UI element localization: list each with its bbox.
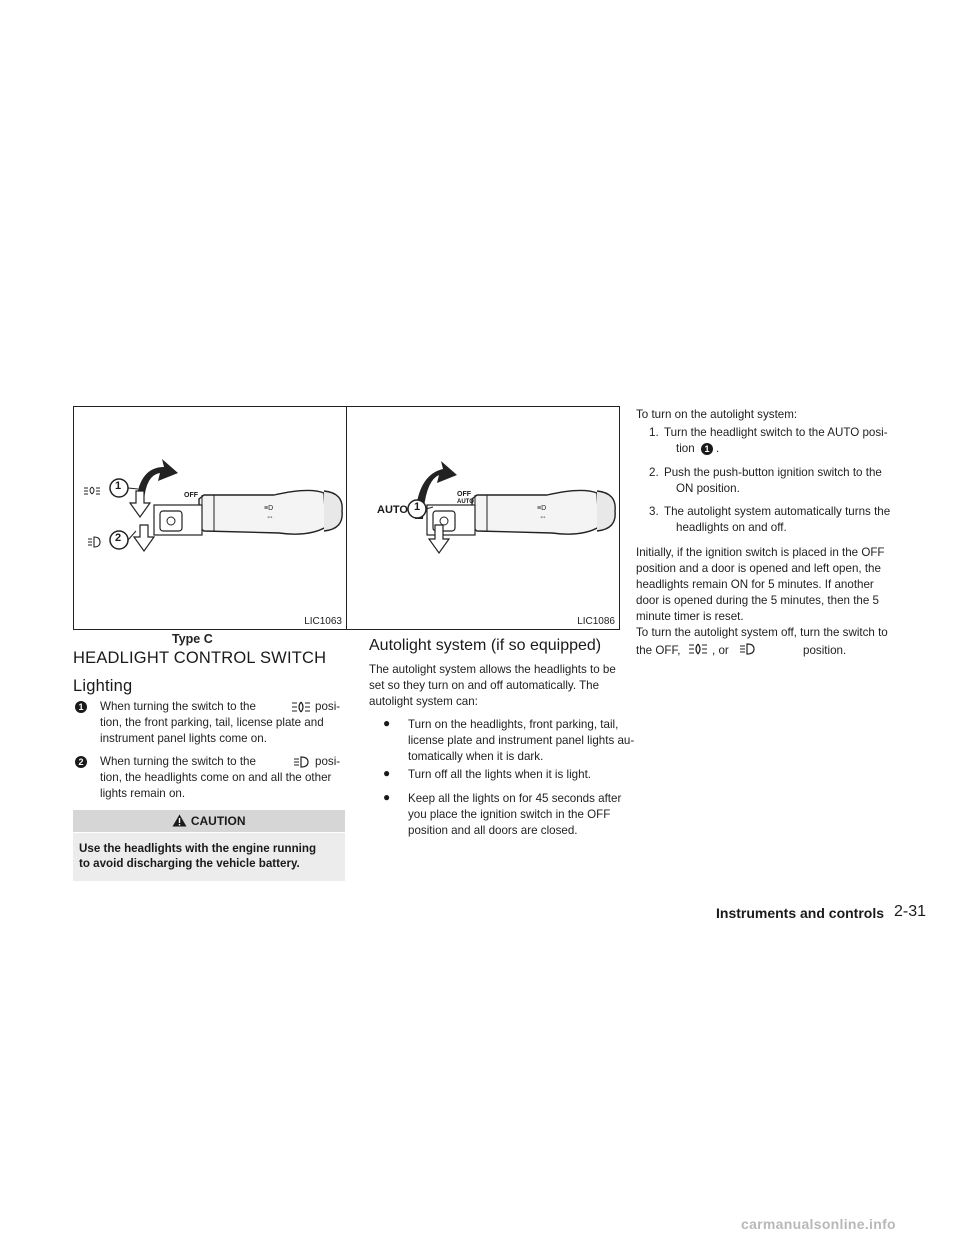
autolight-section-title: Autolight system (if so equipped)	[369, 637, 602, 654]
para-line-4: door is opened during the 5 minutes, then the 5	[636, 594, 879, 607]
step1-line1: Turn the headlight switch to the AUTO posi-	[664, 426, 888, 439]
item1-text-line3: instrument panel lights come on.	[100, 732, 267, 745]
svg-text:⇔: ⇔	[539, 512, 547, 521]
item2-text-b: posi-	[315, 755, 341, 768]
bullet1-line3: tomatically when it is dark.	[408, 750, 544, 763]
item2-text-a: When turning the switch to the	[100, 755, 256, 768]
item1-text-line2: tion, the front parking, tail, license plate and	[100, 716, 324, 729]
svg-text:≡D: ≡D	[537, 505, 547, 512]
caution-body	[73, 833, 345, 881]
turn-off-c: position.	[803, 644, 847, 657]
turn-off-b: , or	[712, 644, 729, 657]
figure1-caption: Type C	[172, 632, 213, 646]
item1-text-a: When turning the switch to the	[100, 700, 256, 713]
lighting-subtitle: Lighting	[73, 677, 133, 695]
caution-header	[73, 810, 345, 832]
bullet2-line1: Turn off all the lights when it is light.	[408, 768, 592, 781]
step1-num: 1.	[649, 426, 659, 439]
figure2-off-label: OFF	[457, 491, 471, 498]
figure1-num2-label: 2	[115, 532, 122, 544]
autolight-intro-3: autolight system can:	[369, 695, 478, 708]
figure2-auto-small-label: AUTO	[457, 499, 474, 505]
bullet-glyph: ●	[383, 766, 391, 780]
bullet-glyph: ●	[383, 790, 391, 804]
caution-line-1: Use the headlights with the engine running	[79, 842, 317, 855]
bullet3-line1: Keep all the lights on for 45 seconds after	[408, 792, 622, 805]
headlight-icon	[739, 643, 755, 655]
step3-num: 3.	[649, 505, 659, 518]
step2-line2: ON position.	[676, 482, 740, 495]
footer-section-name: Instruments and controls	[716, 905, 885, 921]
warning-icon	[172, 814, 187, 827]
svg-text:⇔: ⇔	[266, 512, 274, 521]
para-line-5: minute timer is reset.	[636, 610, 744, 623]
step3-line1: The autolight system automatically turns the	[664, 505, 891, 518]
autolight-intro-2: set so they turn on and off automatically. The	[369, 679, 600, 692]
step1-line2-a: tion	[676, 442, 695, 455]
headlight-switch-illustration	[74, 407, 345, 628]
bullet-glyph: ●	[383, 716, 391, 730]
para-line-1: Initially, if the ignition switch is placed in the OFF	[636, 546, 885, 559]
figure2-num1-label: 1	[414, 501, 421, 513]
figure1-off-label: OFF	[184, 492, 198, 499]
step1-inline-number: 1	[701, 443, 713, 455]
figure2-code: LIC1086	[577, 616, 615, 627]
figure-auto	[346, 406, 620, 630]
turn-on-heading: To turn on the autolight system:	[636, 408, 798, 421]
item2-text-line3: lights remain on.	[100, 787, 186, 800]
turn-off-line-1: To turn the autolight system off, turn the switch to	[636, 626, 888, 639]
item2-text-line2: tion, the headlights come on and all the other	[100, 771, 332, 784]
autolight-switch-illustration	[347, 407, 618, 628]
figure-type-c	[73, 406, 347, 630]
caution-title: CAUTION	[190, 814, 246, 828]
autolight-intro-1: The autolight system allows the headlights to be	[369, 663, 616, 676]
figure1-num1-label: 1	[115, 480, 122, 492]
parking-light-icon	[688, 643, 708, 655]
bullet3-line2: you place the ignition switch in the OFF	[408, 808, 611, 821]
svg-text:≡D: ≡D	[264, 505, 274, 512]
para-line-3: headlights remain ON for 5 minutes. If another	[636, 578, 874, 591]
turn-off-a: the OFF,	[636, 644, 681, 657]
headlight-section-title: HEADLIGHT CONTROL SWITCH	[73, 649, 327, 667]
para-line-2: position and a door is opened and left open, the	[636, 562, 881, 575]
item1-text-b: posi-	[315, 700, 341, 713]
parking-light-icon	[84, 487, 100, 494]
step2-num: 2.	[649, 466, 659, 479]
item1-number: 1	[75, 701, 87, 713]
step2-line1: Push the push-button ignition switch to the	[664, 466, 882, 479]
footer-page-number: 2-31	[894, 903, 927, 920]
headlight-icon	[293, 756, 309, 768]
item2-number: 2	[75, 756, 87, 768]
watermark: carmanualsonline.info	[741, 1216, 896, 1232]
bullet1-line2: license plate and instrument panel lights au-	[408, 734, 635, 747]
parking-light-icon	[291, 701, 311, 713]
headlight-icon	[88, 537, 100, 547]
step3-line2: headlights on and off.	[676, 521, 787, 534]
figure1-code: LIC1063	[304, 616, 342, 627]
bullet1-line1: Turn on the headlights, front parking, tail,	[408, 718, 619, 731]
step1-line2-b: .	[716, 442, 720, 455]
figure2-auto-label: AUTO	[377, 504, 408, 516]
caution-line-2: to avoid discharging the vehicle battery.	[79, 857, 300, 870]
bullet3-line3: position and all doors are closed.	[408, 824, 578, 837]
